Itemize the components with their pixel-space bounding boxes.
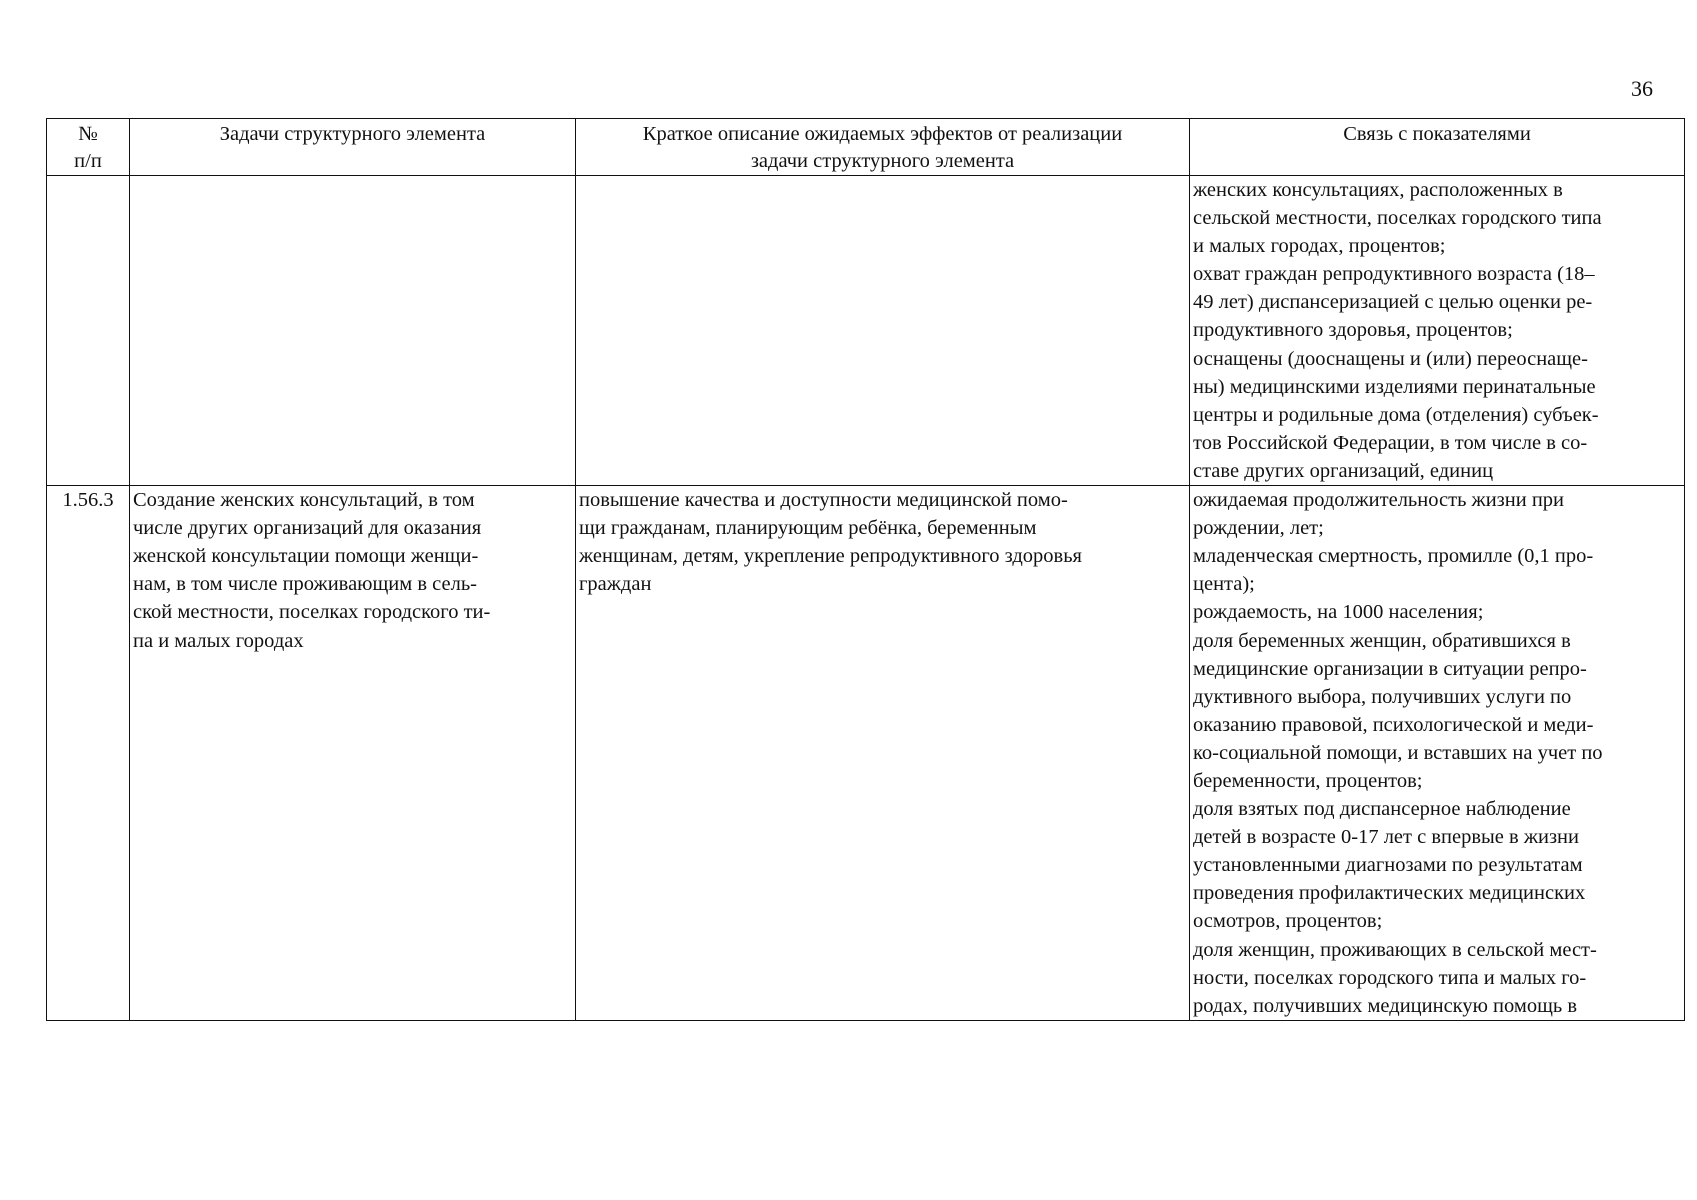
effects-cell [576, 486, 1190, 1021]
text-line: 49 лет) диспансеризацией с целью оценки ре- [1193, 291, 1593, 314]
text-line: беременности, процентов; [1193, 769, 1423, 792]
text-line: женских консультациях, расположенных в [1193, 179, 1563, 201]
text-line: осмотров, процентов; [1193, 910, 1383, 933]
text-line: доля беременных женщин, обратившихся в [1193, 629, 1571, 652]
structural-element-tasks-table [46, 118, 1685, 1021]
text-line: числе других организаций для оказания [133, 517, 482, 540]
header-line: п/п [74, 150, 102, 172]
header-effects [576, 119, 1190, 176]
text-line: ко-социальной помощи, и вставших на учет по [1193, 741, 1603, 764]
header-indicators [1190, 119, 1685, 176]
text-line: оказанию правовой, психологической и меди- [1193, 713, 1594, 736]
text-line: медицинские организации в ситуации репро- [1193, 657, 1587, 680]
tasks-cell [130, 486, 576, 1021]
text-line: рождении, лет; [1193, 517, 1324, 540]
header-line: Задачи структурного элемента [219, 123, 486, 145]
text-line: проведения профилактических медицинских [1193, 882, 1586, 905]
text-line: рождаемость, на 1000 населения; [1193, 601, 1484, 624]
text-line: щи гражданам, планирующим ребёнка, беременным [579, 517, 1037, 540]
text-line: сельской местности, поселках городского типа [1193, 207, 1602, 230]
text-line: ставе других организаций, единиц [1193, 459, 1494, 482]
text-line: ской местности, поселках городского ти- [133, 601, 491, 624]
text-line: младенческая смертность, промилле (0,1 про- [1193, 545, 1594, 568]
page-number: 36 [1631, 76, 1653, 101]
text-line: дуктивного выбора, получивших услуги по [1193, 685, 1572, 708]
text-line: тов Российской Федерации, в том числе в со- [1193, 431, 1588, 454]
text-line: граждан [579, 573, 652, 596]
text-line: оснащены (дооснащены и (или) переоснаще- [1193, 347, 1588, 370]
text-line: женской консультации помощи женщи- [133, 545, 479, 568]
row-number-cell [47, 176, 130, 486]
text-line: установленными диагнозами по результатам [1193, 854, 1583, 877]
text-line: доля женщин, проживающих в сельской мест- [1193, 938, 1597, 961]
text-line: цента); [1193, 573, 1255, 596]
table-row [47, 176, 1685, 486]
indicators-cell [1190, 176, 1685, 486]
text-line: продуктивного здоровья, процентов; [1193, 319, 1513, 342]
table-row [47, 486, 1685, 1021]
effects-cell [576, 176, 1190, 486]
header-line: Связь с показателями [1343, 123, 1531, 145]
text-line: повышение качества и доступности медицинской помо- [579, 489, 1068, 512]
text-line: охват граждан репродуктивного возраста (18– [1193, 263, 1595, 286]
header-line: № [78, 123, 98, 145]
row-number-cell: 1.56.3 [47, 486, 130, 1021]
header-line: задачи структурного элемента [750, 150, 1015, 172]
text-line: родах, получивших медицинскую помощь в [1193, 994, 1578, 1017]
table-header-row [47, 119, 1685, 176]
indicators-cell [1190, 486, 1685, 1021]
text-line: нам, в том числе проживающим в сель- [133, 573, 478, 596]
text-line: доля взятых под диспансерное наблюдение [1193, 798, 1571, 821]
text-line: центры и родильные дома (отделения) субъек- [1193, 403, 1599, 426]
text-line: ны) медицинскими изделиями перинатальные [1193, 375, 1596, 398]
text-line: и малых городах, процентов; [1193, 235, 1446, 258]
header-tasks [130, 119, 576, 176]
text-line: детей в возрасте 0-17 лет с впервые в жизни [1193, 826, 1579, 849]
text-line: Создание женских консультаций, в том [133, 489, 475, 512]
header-num [47, 119, 130, 176]
text-line: ности, поселках городского типа и малых го- [1193, 966, 1587, 989]
header-line: Краткое описание ожидаемых эффектов от реализации [642, 123, 1123, 145]
text-line: женщинам, детям, укрепление репродуктивного здоровья [579, 545, 1082, 568]
text-line: па и малых городах [133, 629, 304, 652]
tasks-cell [130, 176, 576, 486]
text-line: ожидаемая продолжительность жизни при [1193, 489, 1565, 512]
